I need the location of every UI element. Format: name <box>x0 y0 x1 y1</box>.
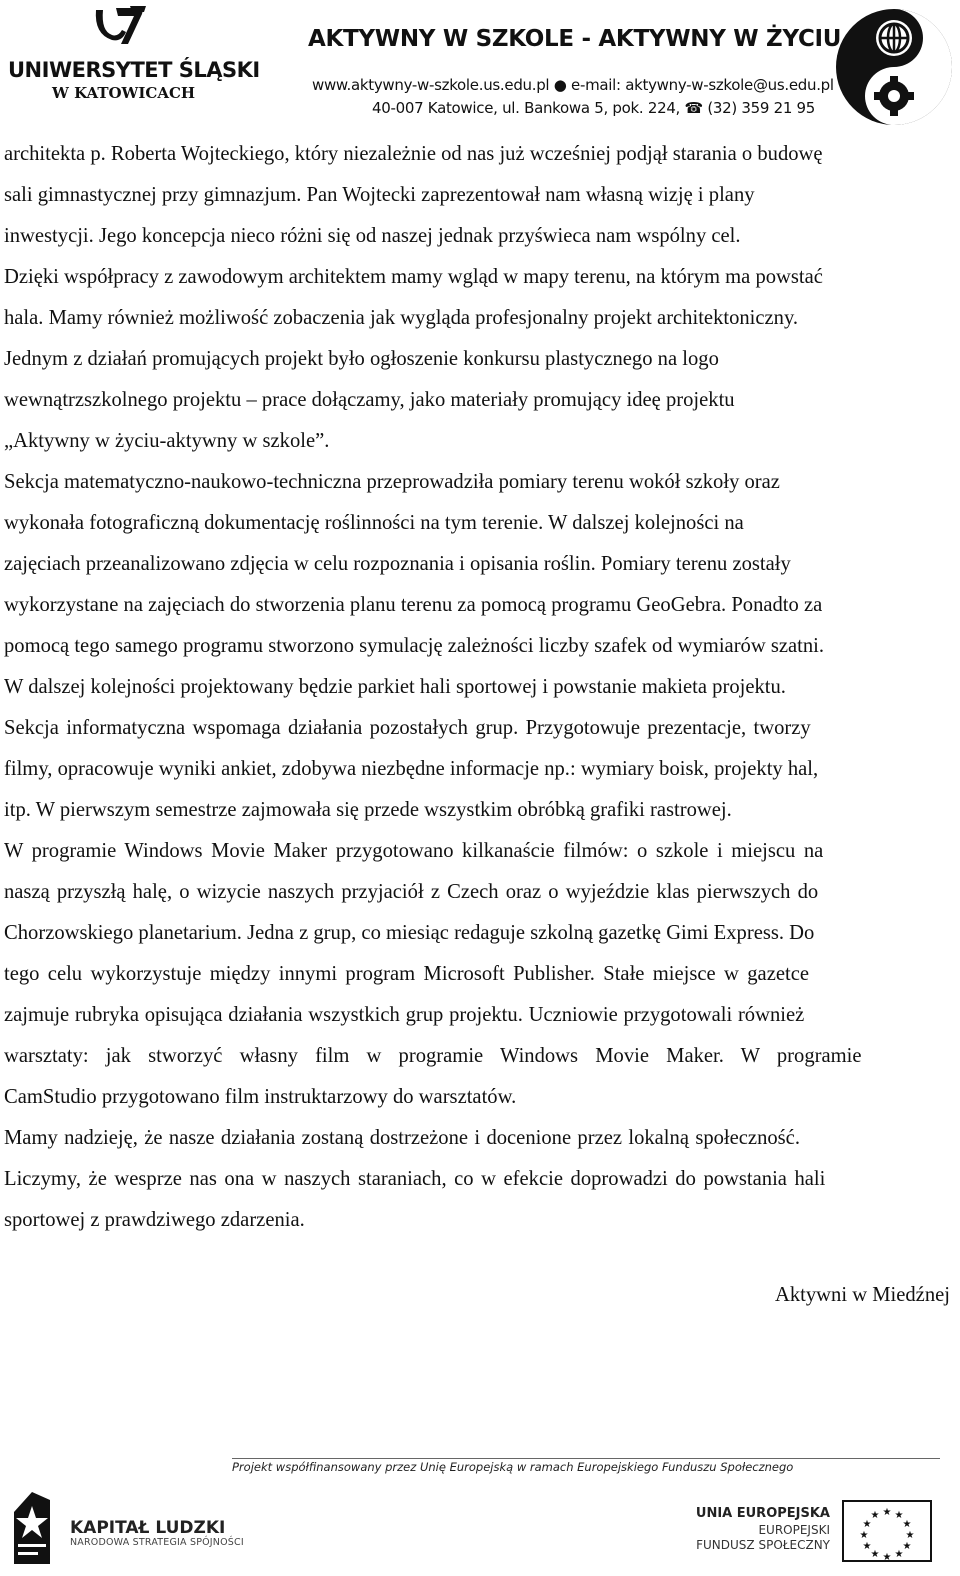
eu-title: UNIA EUROPEJSKA <box>695 1506 830 1521</box>
paragraph-architect <box>4 134 952 339</box>
project-globe-gear-icon <box>832 6 956 128</box>
paragraph-movies <box>4 831 952 1118</box>
text-line: Dzięki współpracy z zawodowym architektem mamy wgląd w mapy terenu, na którym ma powstać <box>4 266 823 288</box>
signature: Aktywni w Miedźnej <box>774 1284 950 1306</box>
eu-fund-line1: EUROPEJSKI <box>758 1523 830 1537</box>
paragraph-it-section <box>4 708 952 831</box>
svg-text:★: ★ <box>862 1541 872 1552</box>
text-line: filmy, opracowuje wyniki ankiet, zdobywa niezbędne informacje np.: wymiary boisk, projekty hal, <box>4 758 819 780</box>
text-line: „Aktywny w życiu-aktywny w szkole”. <box>4 430 330 452</box>
svg-text:★: ★ <box>894 1510 904 1521</box>
text-line: wykorzystane na zajęciach do stworzenia planu terenu za pomocą programu GeoGebra. Ponadto za <box>4 594 823 616</box>
kapital-ludzki-name: KAPITAŁ LUDZKI <box>70 1518 226 1538</box>
svg-text:★: ★ <box>862 1519 872 1530</box>
text-line: W dalszej kolejności projektowany będzie parkiet hali sportowej i powstanie makieta projektu. <box>4 676 786 698</box>
eu-flag-icon <box>842 1500 932 1562</box>
text-line: inwestycji. Jego koncepcja nieco różni się od naszej jednak przyświeca nam wspólny cel. <box>4 225 741 247</box>
text-line: itp. W pierwszym semestrze zajmowała się przede wszystkim obróbką grafiki rastrowej. <box>4 799 732 821</box>
letterhead <box>0 0 960 132</box>
text-line: sportowej z prawdziwego zdarzenia. <box>4 1209 305 1231</box>
cofinancing-note: Projekt współfinansowany przez Unię Europejską w ramach Europejskiego Funduszu Społecznego <box>232 1460 794 1474</box>
text-line: sali gimnastycznej przy gimnazjum. Pan Wojtecki zaprezentował nam własną wizję i plany <box>4 184 755 206</box>
contact-web-email: www.aktywny-w-szkole.us.edu.pl ● e-mail: aktywny-w-szkole@us.edu.pl <box>312 76 834 94</box>
svg-text:★: ★ <box>882 1552 892 1562</box>
text-line: tego celu wykorzystuje między innymi program Microsoft Publisher. Stałe miejsce w gazetce <box>4 963 809 985</box>
svg-text:★: ★ <box>870 1510 880 1521</box>
paragraph-math-section <box>4 462 952 708</box>
text-line: Liczymy, że wesprze nas ona w naszych staraniach, co w efekcie doprowadzi do powstania hali <box>4 1168 826 1190</box>
svg-text:★: ★ <box>902 1541 912 1552</box>
svg-text:★: ★ <box>894 1549 904 1560</box>
university-city: W KATOWICACH <box>52 84 196 102</box>
paragraph-logo-contest <box>4 339 952 462</box>
text-line: wykonała fotograficzną dokumentację roślinności na tym terenie. W dalszej kolejności na <box>4 512 744 534</box>
svg-text:★: ★ <box>905 1530 915 1541</box>
svg-text:★: ★ <box>859 1530 869 1541</box>
eu-fund-line2: FUNDUSZ SPOŁECZNY <box>696 1538 830 1552</box>
svg-text:★: ★ <box>902 1519 912 1530</box>
university-name: UNIWERSYTET ŚLĄSKI <box>8 58 260 82</box>
kapital-ludzki-subtitle: NARODOWA STRATEGIA SPÓJNOŚCI <box>70 1537 244 1548</box>
text-line: warsztaty: jak stworzyć własny film w programie Windows Movie Maker. W programie <box>4 1045 862 1067</box>
svg-text:★: ★ <box>882 1507 892 1518</box>
kapital-ludzki-icon <box>10 1490 54 1566</box>
text-line: naszą przyszłą halę, o wizycie naszych przyjaciół z Czech oraz o wyjeździe klas pierwszych do <box>4 881 819 903</box>
text-line: pomocą tego samego programu stworzono symulację zależności liczby szafek od wymiarów szatni. <box>4 635 825 657</box>
text-line: Sekcja informatyczna wspomaga działania pozostałych grup. Przygotowuje prezentacje, tworzy <box>4 717 811 739</box>
text-line: W programie Windows Movie Maker przygotowano kilkanaście filmów: o szkole i miejscu na <box>4 840 824 862</box>
letter-body <box>4 134 952 1241</box>
paragraph-closing <box>4 1118 952 1241</box>
text-line: zajmuje rubryka opisująca działania wszystkich grup projektu. Uczniowie przygotowali również <box>4 1004 805 1026</box>
text-line: Chorzowskiego planetarium. Jedna z grup, co miesiąc redaguje szkolną gazetkę Gimi Express. Do <box>4 922 815 944</box>
text-line: zajęciach przeanalizowano zdjęcia w celu rozpoznania i opisania roślin. Pomiary terenu zostały <box>4 553 791 575</box>
text-line: architekta p. Roberta Wojteckiego, który niezależnie od nas już wcześniej podjął starania o budowę <box>4 143 823 165</box>
contact-address: 40-007 Katowice, ul. Bankowa 5, pok. 224, ☎ (32) 359 21 95 <box>372 99 816 117</box>
university-logo-icon <box>92 4 148 52</box>
text-line: CamStudio przygotowano film instruktarzowy do warsztatów. <box>4 1086 517 1108</box>
text-line: wewnątrzszkolnego projektu – prace dołączamy, jako materiały promujący ideę projektu <box>4 389 735 411</box>
footer-divider <box>232 1458 940 1459</box>
text-line: Sekcja matematyczno-naukowo-techniczna przeprowadziła pomiary terenu wokół szkoły oraz <box>4 471 780 493</box>
text-line: hala. Mamy również możliwość zobaczenia jak wygląda profesjonalny projekt architektoniczny. <box>4 307 799 329</box>
text-line: Mamy nadzieję, że nasze działania zostaną dostrzeżone i docenione przez lokalną społeczność. <box>4 1127 800 1149</box>
svg-text:★: ★ <box>870 1549 880 1560</box>
text-line: Jednym z działań promujących projekt było ogłoszenie konkursu plastycznego na logo <box>4 348 719 370</box>
project-title: AKTYWNY W SZKOLE - AKTYWNY W ŻYCIU <box>308 26 842 52</box>
